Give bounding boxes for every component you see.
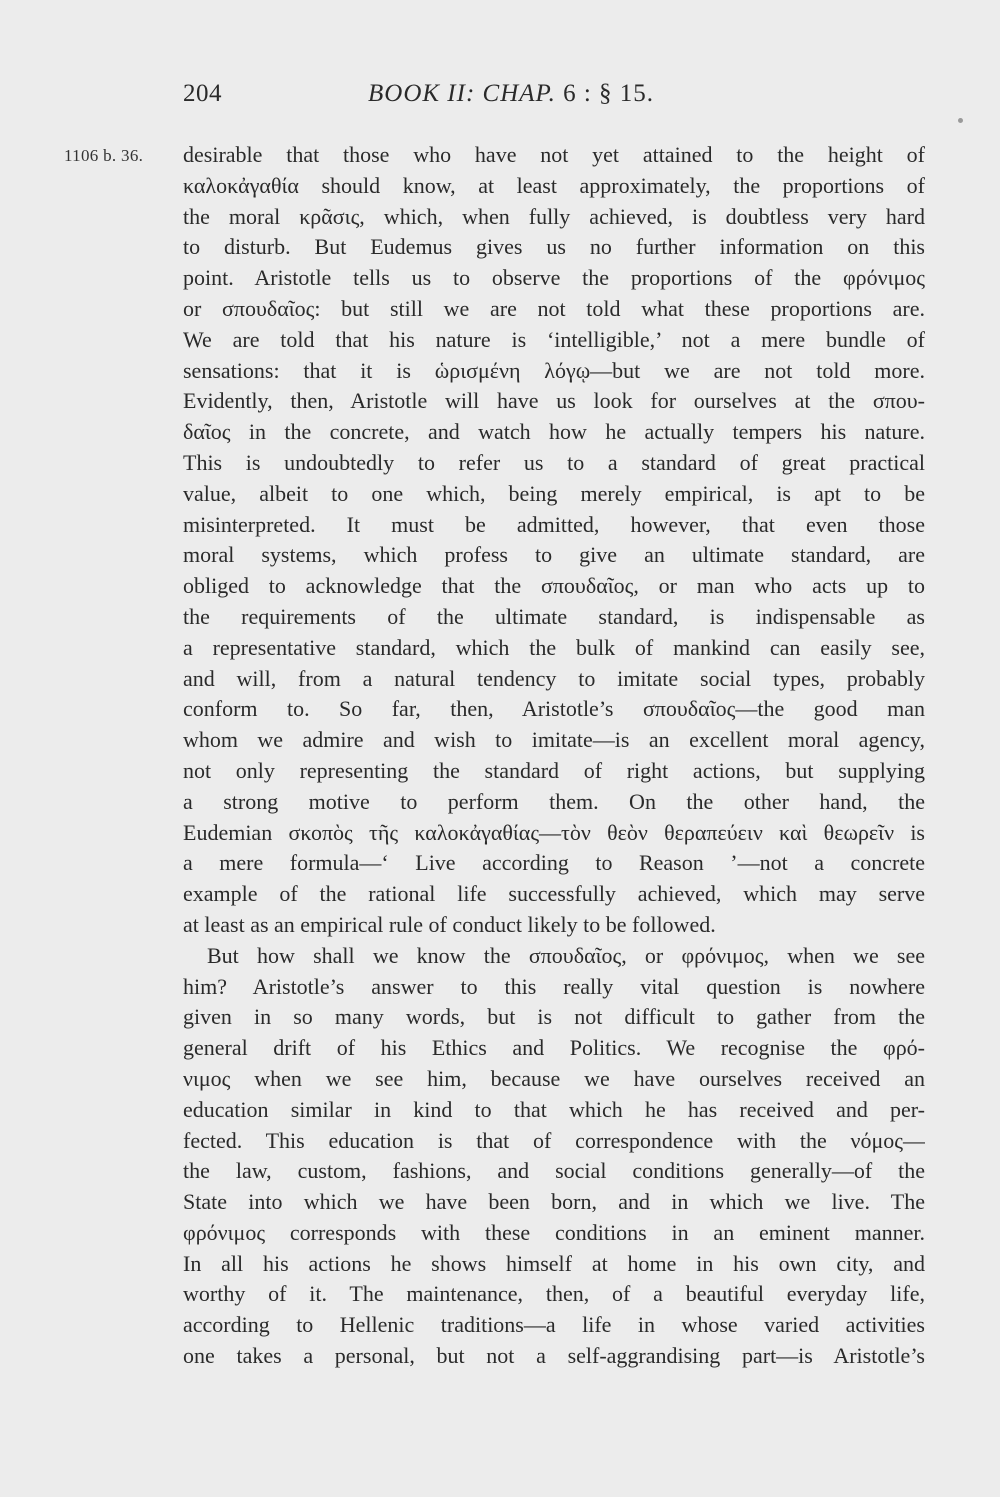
- page-number: 204: [183, 80, 222, 107]
- text-line: at least as an empirical rule of conduct likely to be followed.: [183, 911, 716, 937]
- text-line: given in so many words, but is not difficult to gather from the: [183, 1004, 925, 1030]
- text-line: νιμος when we see him, because we have ourselves received an: [183, 1065, 925, 1091]
- running-header: [0, 80, 1000, 120]
- body-text: [183, 140, 925, 1372]
- print-speck: [958, 118, 963, 123]
- text-line: and will, from a natural tendency to imitate social types, probably: [183, 665, 925, 691]
- text-line: or σπουδαῖος: but still we are not told what these proportions are.: [183, 295, 925, 321]
- text-line: not only representing the standard of right actions, but supplying: [183, 757, 925, 783]
- text-line: In all his actions he shows himself at home in his own city, and: [183, 1250, 925, 1276]
- text-line: Evidently, then, Aristotle will have us look for ourselves at the σπου-: [183, 388, 925, 414]
- text-line: sensations: that it is ὡρισμένη λόγῳ—but we are not told more.: [183, 357, 925, 383]
- text-line: moral systems, which profess to give an ultimate standard, are: [183, 542, 925, 568]
- text-line: education similar in kind to that which he has received and per-: [183, 1096, 925, 1122]
- text-line: the requirements of the ultimate standard, is indispensable as: [183, 603, 925, 629]
- text-line: fected. This education is that of correspondence with the νόμος—: [183, 1127, 925, 1153]
- text-line: example of the rational life successfully achieved, which may serve: [183, 881, 925, 907]
- marginal-reference: 1106 b. 36.: [64, 146, 144, 165]
- text-line: φρόνιμος corresponds with these conditions in an eminent manner.: [183, 1219, 925, 1245]
- text-line: καλοκἀγαθία should know, at least approximately, the proportions of: [183, 172, 925, 198]
- text-line: desirable that those who have not yet attained to the height of: [183, 142, 925, 167]
- text-line: whom we admire and wish to imitate—is an excellent moral agency,: [183, 727, 925, 753]
- text-line: Eudemian σκοπὸς τῆς καλοκἀγαθίας—τὸν θεὸν θεραπεύειν καὶ θεωρεῖν is: [183, 819, 925, 845]
- text-line: a mere formula—‘ Live according to Reason ’—not a concrete: [183, 850, 925, 876]
- text-line: worthy of it. The maintenance, then, of a beautiful everyday life,: [183, 1281, 925, 1307]
- text-line: a representative standard, which the bulk of mankind can easily see,: [183, 634, 925, 660]
- text-line: This is undoubtedly to refer us to a standard of great practical: [183, 449, 925, 475]
- text-line: We are told that his nature is ‘intelligible,’ not a mere bundle of: [183, 326, 925, 352]
- text-line: conform to. So far, then, Aristotle’s σπουδαῖος—the good man: [183, 696, 925, 722]
- text-line: the moral κρᾶσις, which, when fully achieved, is doubtless very hard: [183, 203, 925, 229]
- text-line: according to Hellenic traditions—a life in whose varied activities: [183, 1312, 925, 1338]
- text-line: to disturb. But Eudemus gives us no further information on this: [183, 234, 925, 260]
- text-line: him? Aristotle’s answer to this really vital question is nowhere: [183, 973, 925, 999]
- text-line: point. Aristotle tells us to observe the proportions of the φρόνιμος: [183, 265, 925, 291]
- text-line: value, albeit to one which, being merely empirical, is apt to be: [183, 480, 925, 506]
- text-line: State into which we have been born, and in which we live. The: [183, 1189, 925, 1215]
- section-reference: 6 : § 15.: [563, 80, 655, 107]
- text-line: But how shall we know the σπουδαῖος, or φρόνιμος, when we see: [207, 942, 925, 968]
- running-title: [368, 80, 654, 108]
- text-line: general drift of his Ethics and Politics. We recognise the φρό-: [183, 1035, 925, 1061]
- text-line: misinterpreted. It must be admitted, however, that even those: [183, 511, 925, 537]
- text-line: δαῖος in the concrete, and watch how he actually tempers his nature.: [183, 419, 925, 445]
- text-line: one takes a personal, but not a self-aggrandising part—is Aristotle’s: [183, 1343, 925, 1369]
- text-line: the law, custom, fashions, and social conditions generally—of the: [183, 1158, 925, 1184]
- book-chapter-title: BOOK II: CHAP.: [368, 80, 556, 107]
- text-line: obliged to acknowledge that the σπουδαῖος, or man who acts up to: [183, 573, 925, 599]
- text-line: a strong motive to perform them. On the other hand, the: [183, 788, 925, 814]
